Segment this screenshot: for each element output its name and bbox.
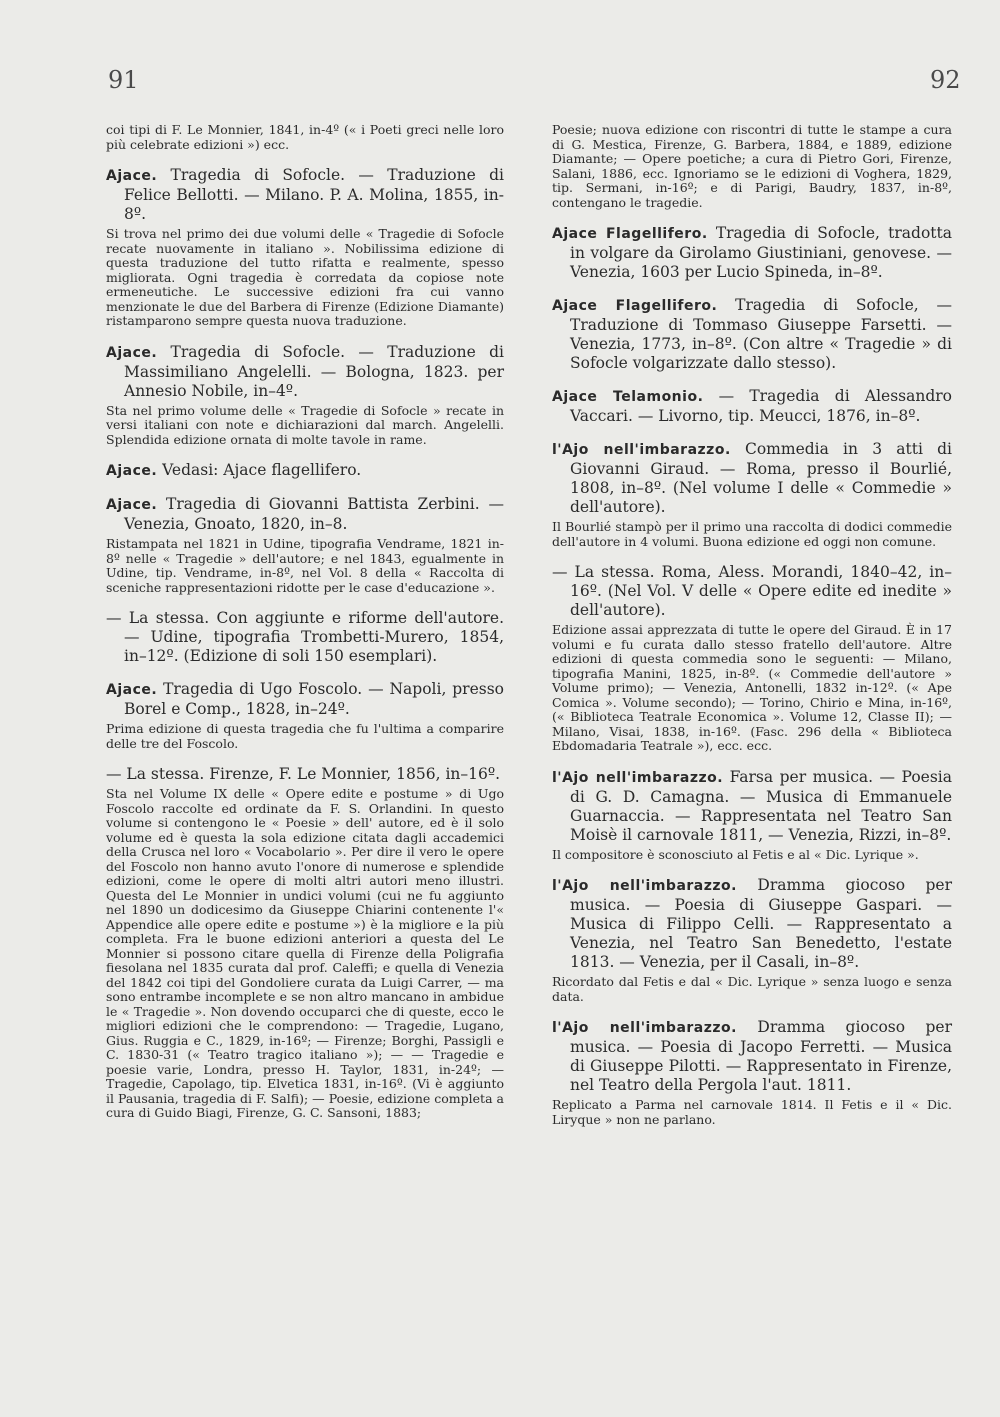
entry-heading: l'Ajo nell'imbarazzo. [552,442,731,458]
catalog-entry [106,680,504,751]
entry-main [106,461,504,481]
entry-main [552,563,952,620]
entry-heading: l'Ajo nell'imbarazzo. [552,769,724,786]
catalog-entry [552,1018,952,1127]
left-column [106,120,504,1135]
entry-note: Il Bourlié stampò per il primo una raccolta di dodici commedie dell'autore in 4 volumi. Buona edizione ed oggi non comune. [552,519,952,549]
entry-text: — Tragedia di Alessandro Vaccari. — Livorno, tip. Meucci, 1876, in–8º. [570,387,952,425]
entry-text: Farsa per musica. — Poesia di G. D. Camagna. — Musica di Emmanuele Guarnaccia. — Rappresentata nel Teatro San Moisè il carnovale 1811, — Venezia, Rizzi, in–8º. [570,767,952,844]
entry-text: — La stessa. Con aggiunte e riforme dell'autore. — Udine, tipografia Trombetti-Murero, 1854, in–12º. (Edizione di soli 150 esemplari). [106,609,504,665]
entry-text: Tragedia di Sofocle. — Traduzione di Massimiliano Angelelli. — Bologna, 1823. per Annesio Nobile, in–4º. [124,342,504,400]
entry-heading: Ajace Flagellifero. [552,298,718,314]
entry-heading: Ajace. [106,344,158,361]
entry-text: Dramma giocoso per musica. — Poesia di Jacopo Ferretti. — Musica di Giuseppe Pilotti. — Rappresentato in Firenze, nel Teatro della Pergola l'aut. 1811. [570,1018,952,1094]
entry-note: Si trova nel primo dei due volumi delle « Tragedie di Sofocle recate nuovamente in italiano ». Nobilissima edizione di questa traduzione del tutto rifatta e realmente, spesso migliorata. Ogni tragedia è corredata da copiose note ermeneutiche. Le successive edizioni fra cui vanno menzionate le due del Barbera di Firenze (Edizione Diamante) ristamparono sempre questa nuova traduzione. [106,226,504,328]
entry-main [106,765,504,784]
entry-main [552,224,952,282]
catalog-entry [552,563,952,754]
entry-text: Dramma giocoso per musica. — Poesia di Giuseppe Gaspari. — Musica di Filippo Celli. — Rappresentato a Venezia, nel Teatro San Benedetto, l'estate 1813. — Venezia, per il Casali, in–8º. [570,876,952,971]
entry-note: Ricordato dal Fetis e dal « Dic. Lyrique » senza luogo e senza data. [552,974,952,1004]
entry-note: coi tipi di F. Le Monnier, 1841, in-4º (« i Poeti greci nelle loro più celebrate edizioni ») ecc. [106,122,504,152]
entry-main [106,680,504,719]
catalog-entry [106,123,504,152]
catalog-entry [552,440,952,549]
entry-heading: Ajace Telamonio. [552,389,704,405]
catalog-entry [552,123,952,210]
entry-note: Prima edizione di questa tragedia che fu l'ultima a comparire delle tre del Foscolo. [106,721,504,751]
entry-main [552,440,952,517]
entry-main [552,296,952,373]
entry-text: Tragedia di Sofocle, tradotta in volgare da Girolamo Giustiniani, genovese. — Venezia, 1603 per Lucio Spineda, in–8º. [570,224,952,281]
entry-heading: l'Ajo nell'imbarazzo. [552,1020,737,1036]
entry-text: Tragedia di Giovanni Battista Zerbini. — Venezia, Gnoato, 1820, in–8. [124,495,504,533]
catalog-entry [106,166,504,329]
catalog-entry [552,224,952,282]
entry-text: Tragedia di Sofocle. — Traduzione di Felice Bellotti. — Milano. P. A. Molina, 1855, in-8º. [124,166,504,223]
entry-note: Sta nel Volume IX delle « Opere edite e postume » di Ugo Foscolo raccolte ed ordinate da F. S. Orlandini. In questo volume si contengono le « Poesie » dell' autore, ed è il solo volume ed è questa la sola edizione citata dagli accademici della Crusca nel loro « Vocabolario ». Per dire il vero le opere del Foscolo non hanno avuto l'onore di numerose e splendide edizioni, come le opere di molti altri autori meno illustri. Questa del Le Monnier in undici volumi (cui ne fu aggiunto nel 1890 un dodicesimo da Giuseppe Chiarini contenente l'« Appendice alle opere edite e postume ») è la migliore e la più completa. Fra le buone edizioni anteriori a questa del Le Monnier si possono citare quella di Firenze della Poligrafia fiesolana nel 1835 curata dal prof. Caleffi; e quella di Venezia del 1842 coi tipi del Gondoliere curata da Luigi Carrer, — ma sono entrambe incomplete e se non altro mancano in ambidue le « Tragedie ». Non dovendo occuparci che di queste, ecco le migliori edizioni che le comprendono: — Tragedie, Lugano, Gius. Ruggia e C., 1829, in-16º; — Firenze; Borghi, Passigli e C. 1830-31 (« Teatro tragico italiano »); — — Tragedie e poesie varie, Londra, presso H. Taylor, 1831, in-24º; — Tragedie, Capolago, tip. Elvetica 1831, in-16º. (Vi è aggiunto il Pausania, tragedia di F. Salfi); — Poesie, edizione completa a cura di Guido Biagi, Firenze, G. C. Sansoni, 1883; [106,786,504,1120]
entry-main [552,876,952,972]
right-column [552,120,952,1141]
catalog-entry [106,609,504,666]
entry-main [552,768,952,845]
entry-text: Commedia in 3 atti di Giovanni Giraud. — Roma, presso il Bourlié, 1808, in–8º. (Nel volume I delle « Commedie » dell'autore). [570,440,952,516]
entry-text: — La stessa. Firenze, F. Le Monnier, 1856, in–16º. [106,765,501,783]
catalog-entry [106,495,504,595]
entry-heading: l'Ajo nell'imbarazzo. [552,878,737,894]
entry-heading: Ajace. [106,463,158,479]
catalog-entry [552,876,952,1004]
entry-main [552,387,952,426]
entry-text: Vedasi: Ajace flagellifero. [162,461,362,479]
catalog-entry [552,768,952,863]
entry-main [106,343,504,401]
entry-note: Ristampata nel 1821 in Udine, tipografia Vendrame, 1821 in-8º nelle « Tragedie » dell'autore; e nel 1843, egualmente in Udine, tip. Vendrame, in-8º, nel Vol. 8 della « Raccolta di sceniche rappresentazioni ridotte per le case d'educazione ». [106,536,504,595]
entry-heading: Ajace Flagellifero. [552,226,708,242]
entry-note: Il compositore è sconosciuto al Fetis e al « Dic. Lyrique ». [552,846,919,862]
entry-note: Sta nel primo volume delle « Tragedie di Sofocle » recate in versi italiani con note e dichiarazioni dal march. Angelelli. Splendida edizione ornata di molte tavole in rame. [106,402,504,447]
entry-main [106,166,504,224]
entry-heading: Ajace. [106,682,158,698]
page-number-left: 91 [108,66,139,94]
entry-main [106,495,504,534]
page-number-right: 92 [930,66,961,94]
entry-note: Edizione assai apprezzata di tutte le opere del Giraud. È in 17 volumi e fu curata dallo stesso fratello dell'autore. Altre edizioni di questa commedia sono le seguenti: — Milano, tipografia Manini, 1825, in-8º. (« Commedie dell'autore » Volume primo); — Venezia, Antonelli, 1832 in-12º. (« Ape Comica ». Volume secondo); — Torino, Chirio e Mina, in-16º, (« Biblioteca Teatrale Economica ». Volume 12, Classe II); — Milano, Visai, 1838, in-16º. (Fasc. 296 della « Biblioteca Ebdomadaria Teatrale »), ecc. ecc. [552,622,952,753]
entry-text: Tragedia di Sofocle, — Traduzione di Tommaso Giuseppe Farsetti. — Venezia, 1773, in–8º. (Con altre « Tragedie » di Sofocle volgarizzate dallo stesso). [570,296,952,372]
catalog-entry [106,343,504,448]
entry-heading: Ajace. [106,497,158,513]
entry-main [552,1018,952,1095]
entry-note: Replicato a Parma nel carnovale 1814. Il Fetis e il « Dic. Liryque » non ne parlano. [552,1097,952,1127]
catalog-entry [106,765,504,1121]
catalog-entry [552,296,952,373]
entry-main [106,609,504,666]
catalog-entry [106,461,504,481]
catalog-entry [552,387,952,426]
entry-text: Tragedia di Ugo Foscolo. — Napoli, presso Borel e Comp., 1828, in–24º. [124,680,504,718]
entry-text: — La stessa. Roma, Aless. Morandi, 1840–42, in–16º. (Nel Vol. V delle « Opere edite ed inedite » dell'autore). [552,563,952,619]
entry-note: Poesie; nuova edizione con riscontri di tutte le stampe a cura di G. Mestica, Firenze, G. Barbera, 1884, e 1889, edizione Diamante; — Opere poetiche; a cura di Pietro Gori, Firenze, Salani, 1886, ecc. Ignoriamo se le edizioni di Voghera, 1829, tip. Sermani, in-16º; e di Parigi, Baudry, 1837, in-8º, contengano le tragedie. [552,122,952,210]
entry-heading: Ajace. [106,168,158,184]
